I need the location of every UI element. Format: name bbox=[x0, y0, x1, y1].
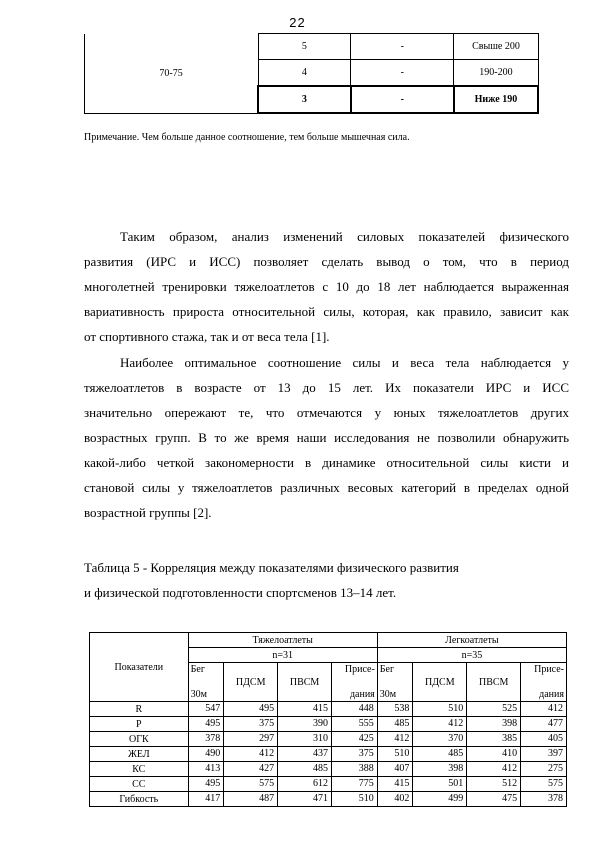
row-label: КС bbox=[90, 762, 189, 777]
row-label: ЖЕЛ bbox=[90, 747, 189, 762]
value-cell: 412 bbox=[377, 732, 413, 747]
table-row bbox=[90, 702, 567, 717]
value-cell: 412 bbox=[521, 702, 567, 717]
text-line: Наиболее оптимальное соотношение силы и веса тела наблюдается у bbox=[120, 355, 569, 370]
value-cell: 398 bbox=[467, 717, 521, 732]
table-row bbox=[85, 34, 539, 60]
col-squats bbox=[332, 663, 378, 702]
value-cell: 612 bbox=[278, 777, 332, 792]
col-run-30m bbox=[377, 663, 413, 702]
col-squats bbox=[521, 663, 567, 702]
group-n-weightlifters: n=31 bbox=[188, 648, 377, 663]
col-label: Присе- bbox=[534, 664, 564, 675]
group-label: 70-75 bbox=[85, 34, 259, 114]
row-label: R bbox=[90, 702, 189, 717]
text-line: какой-либо четкой закономерности в динамике относительной силы кисти и bbox=[84, 455, 569, 470]
text-line: возрастных групп. В то же время наши исследования не позволили обнаружить bbox=[84, 430, 569, 445]
value-cell: 415 bbox=[278, 702, 332, 717]
score-cell: 5 bbox=[258, 34, 350, 60]
dash-cell: - bbox=[351, 34, 454, 60]
group-header-athletes: Легкоатлеты bbox=[377, 633, 566, 648]
paragraph-1 bbox=[84, 224, 569, 349]
value-cell: 437 bbox=[278, 747, 332, 762]
value-cell: 412 bbox=[467, 762, 521, 777]
col-label: дания bbox=[349, 689, 375, 700]
col-label: Бег bbox=[379, 664, 395, 675]
value-cell: 398 bbox=[413, 762, 467, 777]
text-line: многолетней тренировки тяжелоатлетов с 10 до 18 лет наблюдается выраженная bbox=[84, 279, 569, 294]
col-label: 30м bbox=[379, 689, 397, 700]
value-cell: 510 bbox=[377, 747, 413, 762]
value-cell: 375 bbox=[332, 747, 378, 762]
col-pdsm: ПДСМ bbox=[413, 663, 467, 702]
group-header-weightlifters: Тяжелоатлеты bbox=[188, 633, 377, 648]
range-cell: Свыше 200 bbox=[454, 34, 538, 60]
table-row bbox=[90, 777, 567, 792]
group-n-athletes: n=35 bbox=[377, 648, 566, 663]
value-cell: 555 bbox=[332, 717, 378, 732]
range-cell: 190-200 bbox=[454, 60, 538, 87]
range-cell: Ниже 190 bbox=[454, 86, 538, 113]
value-cell: 485 bbox=[278, 762, 332, 777]
score-cell: 4 bbox=[258, 60, 350, 87]
value-cell: 405 bbox=[521, 732, 567, 747]
col-run-30m bbox=[188, 663, 224, 702]
dash-cell: - bbox=[351, 60, 454, 87]
value-cell: 378 bbox=[521, 792, 567, 807]
row-label: P bbox=[90, 717, 189, 732]
value-cell: 397 bbox=[521, 747, 567, 762]
value-cell: 495 bbox=[188, 717, 224, 732]
text-line: возрастной группы [2]. bbox=[84, 505, 212, 520]
row-label: СС bbox=[90, 777, 189, 792]
value-cell: 512 bbox=[467, 777, 521, 792]
value-cell: 471 bbox=[278, 792, 332, 807]
table-title-line: и физической подготовленности спортсменов 13–14 лет. bbox=[84, 585, 397, 600]
text-line: вариативность прироста относительной силы, которая, как правило, зависит как bbox=[84, 304, 569, 319]
text-line: развития (ИРС и ИСС) позволяет сделать вывод о том, что в период bbox=[84, 254, 569, 269]
value-cell: 402 bbox=[377, 792, 413, 807]
value-cell: 575 bbox=[521, 777, 567, 792]
row-label: ОГК bbox=[90, 732, 189, 747]
value-cell: 510 bbox=[332, 792, 378, 807]
value-cell: 547 bbox=[188, 702, 224, 717]
value-cell: 525 bbox=[467, 702, 521, 717]
value-cell: 385 bbox=[467, 732, 521, 747]
value-cell: 485 bbox=[413, 747, 467, 762]
value-cell: 275 bbox=[521, 762, 567, 777]
value-cell: 485 bbox=[377, 717, 413, 732]
value-cell: 413 bbox=[188, 762, 224, 777]
value-cell: 388 bbox=[332, 762, 378, 777]
value-cell: 407 bbox=[377, 762, 413, 777]
text-line: становой силы у тяжелоатлетов различных весовых категорий в пределах одной bbox=[84, 480, 569, 495]
value-cell: 495 bbox=[224, 702, 278, 717]
value-cell: 378 bbox=[188, 732, 224, 747]
value-cell: 495 bbox=[188, 777, 224, 792]
row-header: Показатели bbox=[90, 633, 189, 702]
paragraph-2 bbox=[84, 350, 569, 525]
value-cell: 775 bbox=[332, 777, 378, 792]
text-line: Таким образом, анализ изменений силовых показателей физического bbox=[120, 229, 569, 244]
table-row bbox=[90, 792, 567, 807]
value-cell: 487 bbox=[224, 792, 278, 807]
value-cell: 370 bbox=[413, 732, 467, 747]
text-line: от спортивного стажа, так и от веса тела [1]. bbox=[84, 329, 330, 344]
table-title-line: Таблица 5 - Корреляция между показателями физического развития bbox=[84, 560, 459, 575]
value-cell: 510 bbox=[413, 702, 467, 717]
dash-cell: - bbox=[351, 86, 454, 113]
page-number: 22 bbox=[289, 15, 306, 30]
value-cell: 297 bbox=[224, 732, 278, 747]
value-cell: 499 bbox=[413, 792, 467, 807]
correlation-table bbox=[89, 632, 567, 807]
table-row bbox=[90, 732, 567, 747]
value-cell: 427 bbox=[224, 762, 278, 777]
table-title bbox=[84, 555, 459, 605]
table-row bbox=[90, 717, 567, 732]
value-cell: 490 bbox=[188, 747, 224, 762]
col-label: дания bbox=[539, 689, 564, 700]
table-row bbox=[90, 747, 567, 762]
value-cell: 425 bbox=[332, 732, 378, 747]
value-cell: 415 bbox=[377, 777, 413, 792]
value-cell: 448 bbox=[332, 702, 378, 717]
col-pvsm: ПВСМ bbox=[278, 663, 332, 702]
text-line: значительно опережают те, что отмечаются у юных тяжелоатлетов других bbox=[84, 405, 569, 420]
row-label: Гибкость bbox=[90, 792, 189, 807]
value-cell: 375 bbox=[224, 717, 278, 732]
norms-table bbox=[84, 33, 539, 114]
value-cell: 501 bbox=[413, 777, 467, 792]
col-label: Присе- bbox=[344, 664, 375, 675]
col-pvsm: ПВСМ bbox=[467, 663, 521, 702]
value-cell: 477 bbox=[521, 717, 567, 732]
value-cell: 575 bbox=[224, 777, 278, 792]
value-cell: 475 bbox=[467, 792, 521, 807]
value-cell: 412 bbox=[224, 747, 278, 762]
value-cell: 538 bbox=[377, 702, 413, 717]
value-cell: 417 bbox=[188, 792, 224, 807]
score-cell: 3 bbox=[258, 86, 350, 113]
col-pdsm: ПДСМ bbox=[224, 663, 278, 702]
value-cell: 310 bbox=[278, 732, 332, 747]
value-cell: 410 bbox=[467, 747, 521, 762]
col-label: 30м bbox=[190, 689, 207, 700]
table-note: Примечание. Чем больше данное соотношение, тем больше мышечная сила. bbox=[84, 132, 410, 143]
col-label: Бег bbox=[190, 664, 205, 675]
value-cell: 412 bbox=[413, 717, 467, 732]
value-cell: 390 bbox=[278, 717, 332, 732]
text-line: тяжелоатлетов в возрасте от 13 до 15 лет. Их показатели ИРС и ИСС bbox=[84, 380, 569, 395]
table-row bbox=[90, 762, 567, 777]
